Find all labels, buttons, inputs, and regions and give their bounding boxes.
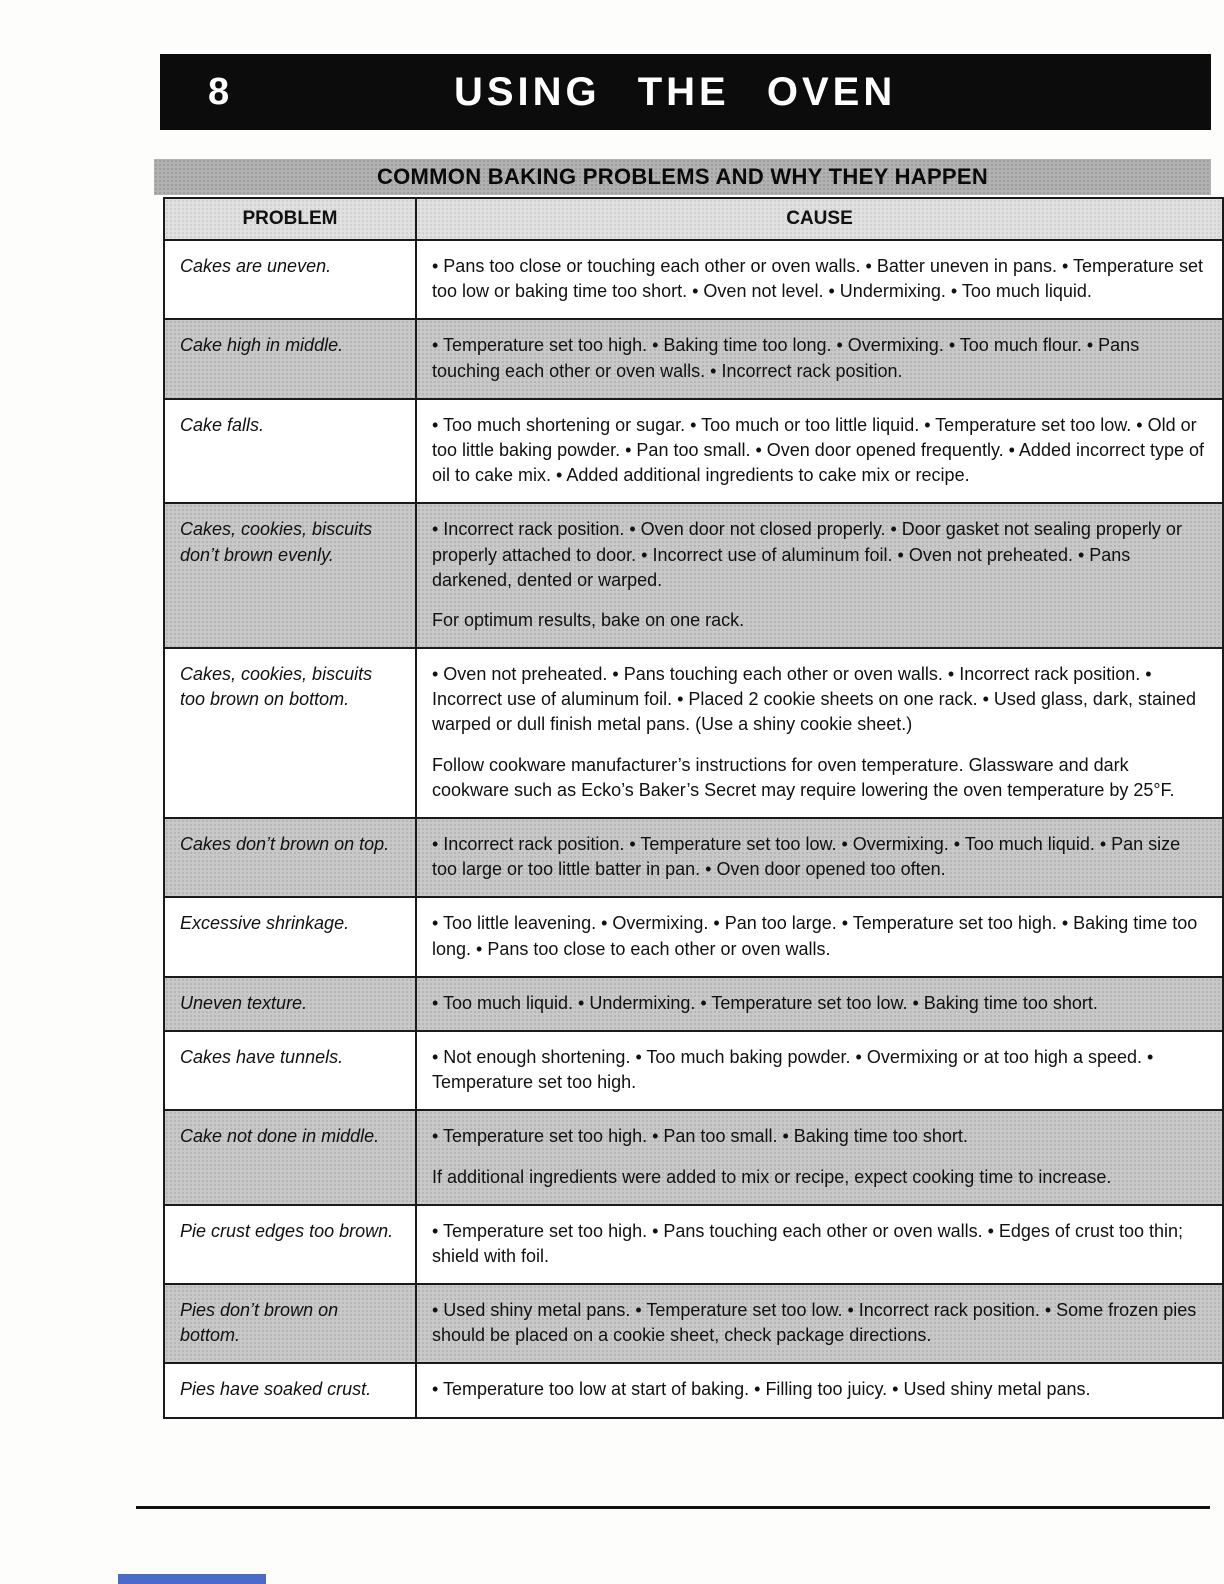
table-row (164, 503, 1223, 648)
cause-paragraph: • Temperature set too high. • Pans touching each other or oven walls. • Edges of crust too thin; shield with foil. (432, 1220, 1183, 1266)
problem-text: Pies don’t brown on bottom. (180, 1300, 339, 1346)
cause-paragraph: • Oven not preheated. • Pans touching each other or oven walls. • Incorrect rack position. • Incorrect use of aluminum foil. • Placed 2 cookie sheets on one rack. • Used glass, dark, stained warped or dull finish metal pans. (Use a shiny cookie sheet.) (432, 664, 1196, 735)
table-header-row (164, 198, 1223, 240)
problem-cell (164, 1110, 416, 1204)
section-title-bar (154, 159, 1211, 195)
problem-text: Cake high in middle. (180, 335, 344, 356)
footer-accent-mark (118, 1574, 266, 1584)
cause-paragraph: • Too much shortening or sugar. • Too much or too little liquid. • Temperature set too low. • Old or too little baking powder. • Pan too small. • Oven door opened frequently. • Added incorrect type of oil to cake mix. • Added additional ingredients to cake mix or recipe. (432, 414, 1205, 486)
problem-cell (164, 648, 416, 818)
cause-cell (416, 503, 1223, 648)
cause-paragraph: • Incorrect rack position. • Oven door not closed properly. • Door gasket not sealing properly or properly attached to door. • Incorrect use of aluminum foil. • Oven not preheated. • Pans darkened, dented or warped. (432, 519, 1182, 590)
cause-column-header: CAUSE (416, 198, 1223, 240)
problems-table-body (164, 240, 1223, 1418)
cause-paragraph: • Temperature set too high. • Pan too small. • Baking time too short. (432, 1126, 968, 1147)
section-title: COMMON BAKING PROBLEMS AND WHY THEY HAPPEN (376, 164, 989, 189)
problem-cell (164, 1363, 416, 1417)
table-row (164, 1031, 1223, 1110)
problem-cell (164, 1205, 416, 1284)
cause-paragraph: • Used shiny metal pans. • Temperature set too low. • Incorrect rack position. • Some frozen pies should be placed on a cookie sheet, check package directions. (432, 1300, 1197, 1346)
page-title: USING THE OVEN (453, 69, 897, 114)
table-row (164, 977, 1223, 1031)
footer-rule (136, 1506, 1210, 1509)
problem-text: Cakes don’t brown on top. (180, 834, 390, 854)
table-row (164, 319, 1223, 398)
problem-cell (164, 1284, 416, 1363)
cause-cell (416, 648, 1223, 818)
problem-text: Cakes have tunnels. (180, 1046, 344, 1067)
table-row (164, 1284, 1223, 1363)
page-number: 8 (208, 70, 230, 113)
page-header-bar (160, 54, 1211, 130)
cause-paragraph: • Pans too close or touching each other or oven walls. • Batter uneven in pans. • Temperature set too low or baking time too short. • Oven not level. • Undermixing. • Too much liquid. (432, 256, 1204, 302)
problem-text: Cake falls. (180, 414, 265, 435)
cause-paragraph: • Too much liquid. • Undermixing. • Temperature set too low. • Baking time too short. (432, 992, 1098, 1013)
cause-cell (416, 1205, 1223, 1284)
table-row (164, 1205, 1223, 1284)
cause-paragraph: If additional ingredients were added to mix or recipe, expect cooking time to increase. (432, 1166, 1112, 1187)
problem-text: Cakes are uneven. (180, 256, 332, 276)
cause-cell (416, 240, 1223, 319)
cause-paragraph: For optimum results, bake on one rack. (432, 609, 745, 630)
problem-text: Uneven texture. (180, 992, 308, 1013)
cause-cell (416, 1284, 1223, 1363)
problem-cell (164, 977, 416, 1031)
problem-text: Cakes, cookies, biscuits don’t brown evenly. (180, 519, 373, 565)
table-row (164, 1363, 1223, 1417)
cause-paragraph: • Not enough shortening. • Too much baking powder. • Overmixing or at too high a speed. • Temperature set too high. (432, 1046, 1154, 1093)
problem-text: Pies have soaked crust. (180, 1379, 372, 1400)
problem-cell (164, 818, 416, 897)
table-row (164, 818, 1223, 897)
problem-cell (164, 1031, 416, 1110)
problem-text: Cakes, cookies, biscuits too brown on bottom. (180, 664, 373, 710)
table-row (164, 240, 1223, 319)
problem-text: Cake not done in middle. (180, 1126, 380, 1147)
cause-cell (416, 319, 1223, 398)
problem-column-header: PROBLEM (164, 198, 416, 240)
cause-cell (416, 1110, 1223, 1204)
problem-cell (164, 240, 416, 319)
table-row (164, 1110, 1223, 1204)
cause-paragraph: • Incorrect rack position. • Temperature set too low. • Overmixing. • Too much liquid. • Pan size too large or too little batter in pan. • Oven door opened too often. (432, 834, 1181, 880)
cause-paragraph: • Too little leavening. • Overmixing. • Pan too large. • Temperature set too high. • Baking time too long. • Pans too close to each other or oven walls. (432, 913, 1198, 959)
problem-text: Pie crust edges too brown. (180, 1220, 394, 1241)
baking-problems-table (163, 197, 1224, 1419)
cause-cell (416, 1031, 1223, 1110)
problem-cell (164, 319, 416, 398)
problem-text: Excessive shrinkage. (180, 913, 350, 934)
cause-cell (416, 818, 1223, 897)
cause-paragraph: • Temperature too low at start of baking. • Filling too juicy. • Used shiny metal pans. (432, 1379, 1091, 1400)
table-row (164, 399, 1223, 504)
cause-paragraph: Follow cookware manufacturer’s instructions for oven temperature. Glassware and dark cookware such as Ecko’s Baker’s Secret may require lowering the oven temperature by 25°F. (432, 754, 1175, 800)
cause-cell (416, 897, 1223, 976)
problem-cell (164, 399, 416, 504)
problem-cell (164, 897, 416, 976)
cause-cell (416, 399, 1223, 504)
cause-paragraph: • Temperature set too high. • Baking time too long. • Overmixing. • Too much flour. • Pans touching each other or oven walls. • Incorrect rack position. (432, 335, 1140, 381)
table-row (164, 648, 1223, 818)
cause-cell (416, 977, 1223, 1031)
table-row (164, 897, 1223, 976)
problem-cell (164, 503, 416, 648)
cause-cell (416, 1363, 1223, 1417)
